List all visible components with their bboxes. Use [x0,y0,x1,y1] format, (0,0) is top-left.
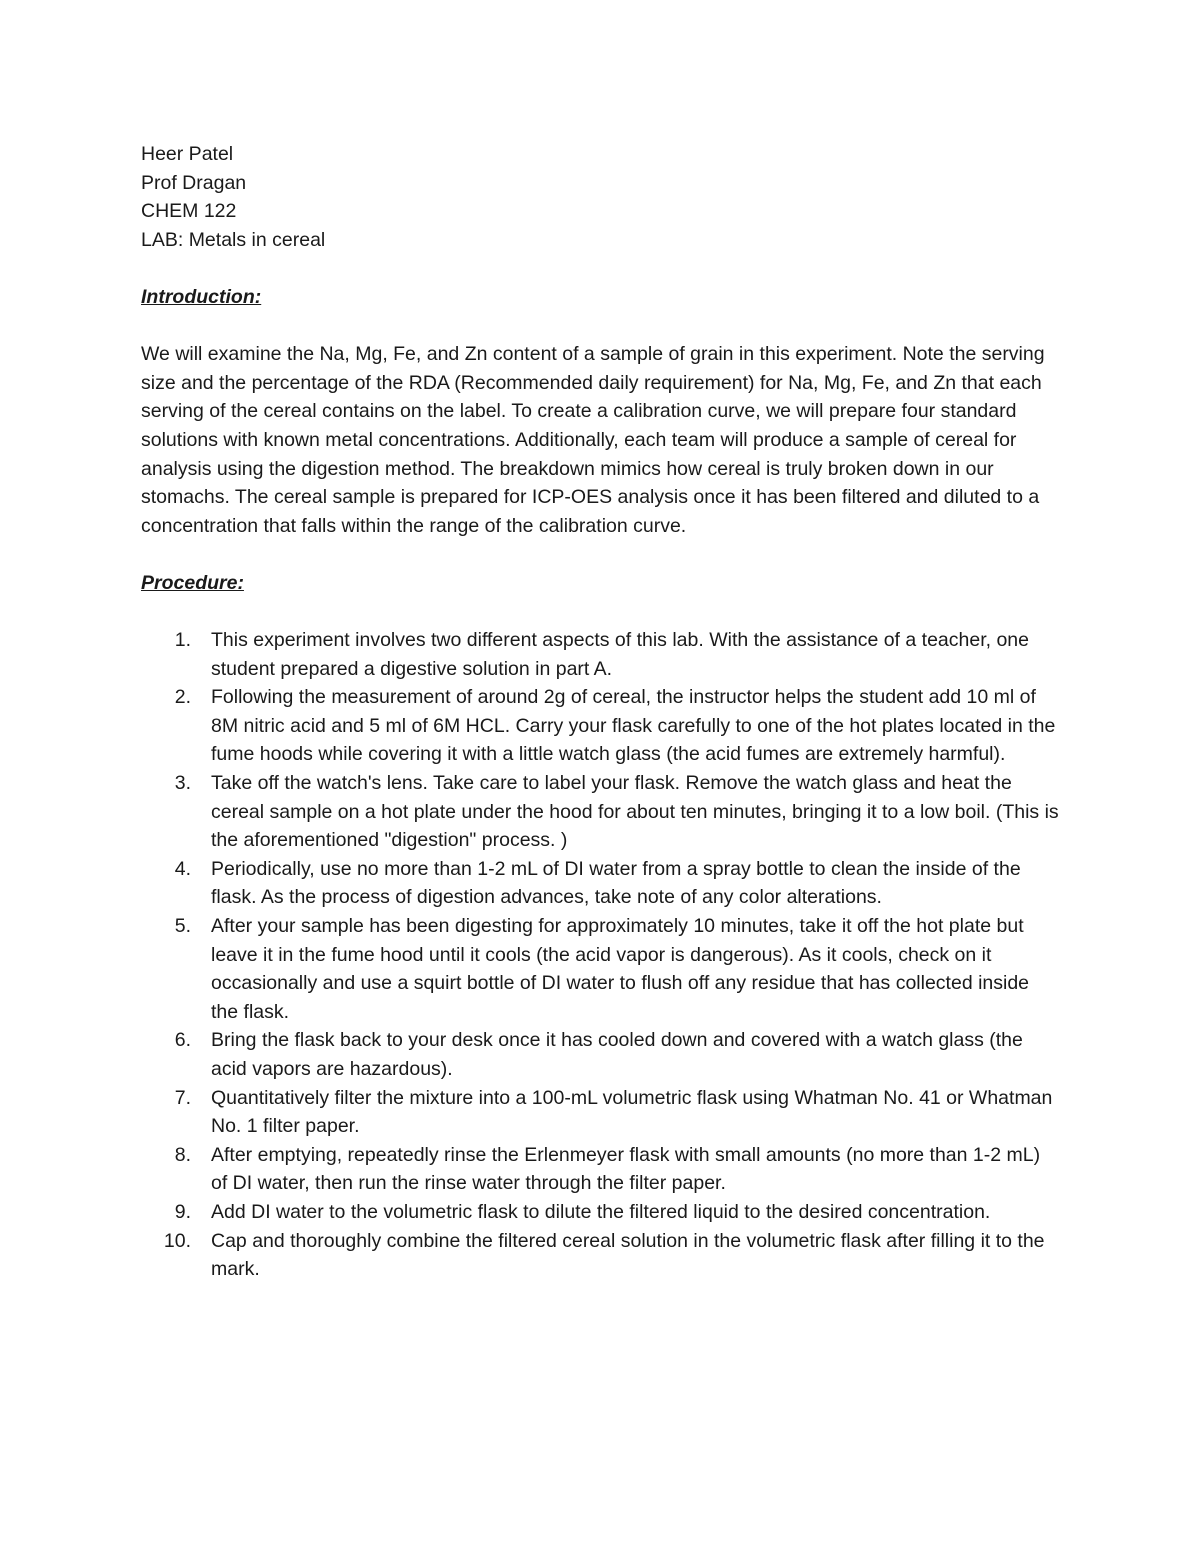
professor-name: Prof Dragan [141,171,247,194]
procedure-step [141,1026,1061,1083]
procedure-step [141,1227,1061,1284]
step-text: Quantitatively filter the mixture into a 100-mL volumetric flask using Whatman No. 41 or Whatman No. 1 filter paper. [211,1086,1053,1138]
step-number: 4. [174,857,191,880]
step-number: 1. [174,629,191,652]
step-number: 6. [174,1029,191,1052]
introduction-paragraph: We will examine the Na, Mg, Fe, and Zn content of a sample of grain in this experiment. Note the serving size and the percentage of the RDA (Recommended daily requirement) for Na, Mg, Fe, and Zn that each serving of the cereal contains on the label. To create a calibration curve, we will prepare four standard solutions with known metal concentrations. Additionally, each team will produce a sample of cereal for analysis using the digestion method. The breakdown mimics how cereal is truly broken down in our stomachs. The cereal sample is prepared for ICP-OES analysis once it has been filtered and diluted to a concentration that falls within the range of the calibration curve. [141,343,1045,537]
procedure-step [141,912,1061,1026]
introduction-heading: Introduction: [141,285,262,308]
step-text: This experiment involves two different aspects of this lab. With the assistance of a teacher, one student prepared a digestive solution in part A. [211,629,1029,680]
procedure-step [141,683,1061,769]
step-text: After emptying, repeatedly rinse the Erlenmeyer flask with small amounts (no more than 1-2 mL) of DI water, then run the rinse water through the filter paper. [211,1143,1041,1195]
step-text: Add DI water to the volumetric flask to dilute the filtered liquid to the desired concentration. [211,1200,991,1223]
spacer [141,540,1061,569]
step-text: Periodically, use no more than 1-2 mL of DI water from a spray bottle to clean the inside of the flask. As the process of digestion advances, take note of any color alterations. [211,857,1021,909]
step-text: Take off the watch's lens. Take care to label your flask. Remove the watch glass and heat the cereal sample on a hot plate under the hood for about ten minutes, bringing it to a low boil. (This is the aforementioned "digestion" process. ) [211,772,1059,852]
document-header [141,140,1061,254]
step-number: 2. [174,686,191,709]
step-text: Following the measurement of around 2g of cereal, the instructor helps the student add 10 ml of 8M nitric acid and 5 ml of 6M HCL. Carry your flask carefully to one of the hot plates located in the fume hoods while covering it with a little watch glass (the acid fumes are extremely harmful). [211,686,1056,766]
lab-title: LAB: Metals in cereal [141,228,326,251]
procedure-step [141,1141,1061,1198]
procedure-step [141,1084,1061,1141]
procedure-step [141,769,1061,855]
course-code: CHEM 122 [141,200,237,223]
procedure-step [141,855,1061,912]
student-name: Heer Patel [141,143,234,165]
step-text: After your sample has been digesting for approximately 10 minutes, take it off the hot plate but leave it in the fume hood until it cools (the acid vapor is dangerous). As it cools, check on it occasionally and use a squirt bottle of DI water to flush off any residue that has collected inside the flask. [211,915,1030,1023]
spacer [141,312,1061,341]
step-number: 10. [163,1229,191,1252]
step-text: Bring the flask back to your desk once it has cooled down and covered with a watch glass (the acid vapors are hazardous). [211,1029,1023,1080]
procedure-list [141,626,1061,1284]
procedure-heading: Procedure: [141,571,244,594]
step-number: 8. [174,1143,191,1166]
procedure-step [141,1198,1061,1227]
step-text: Cap and thoroughly combine the filtered cereal solution in the volumetric flask after filling it to the mark. [211,1229,1045,1281]
step-number: 9. [174,1200,191,1223]
spacer [141,254,1061,283]
step-number: 7. [174,1086,191,1109]
step-number: 5. [174,915,191,938]
spacer [141,598,1061,627]
procedure-step [141,626,1061,683]
document-page [141,140,1061,1284]
step-number: 3. [174,772,191,795]
